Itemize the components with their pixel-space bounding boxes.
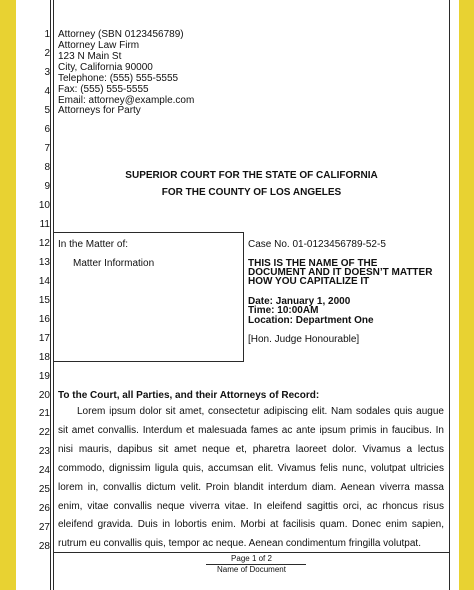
case-number: Case No. 01-0123456789-52-5 [248, 239, 386, 250]
line-number: 20 [38, 390, 50, 401]
salutation: To the Court, all Parties, and their Attorneys of Record: [58, 390, 320, 401]
matter-information: Matter Information [73, 258, 155, 269]
line-number: 23 [38, 446, 50, 457]
line-number: 4 [44, 86, 50, 97]
line-number: 16 [38, 314, 50, 325]
left-margin-rule [50, 0, 51, 590]
hearing-time: Time: 10:00AM [248, 305, 319, 316]
line-number: 7 [44, 143, 50, 154]
pleading-paper [16, 0, 459, 590]
body-paragraph: Lorem ipsum dolor sit amet, consectetur adipiscing elit. Nam sodales quis augue sit amet convallis. Interdum et malesuada fames ac ante ipsum primis in faucibus. In nisi mauris, dapibus sit amet neque et, pharetra laoreet dolor. Vivamus a lectus commodo, dignissim ligula quis, accumsan elit. Vivamus felis nunc, volutpat ultricies lorem in, convallis dictum velit. Proin blandit interdum diam. Aenean viverra massa enim, vitae convallis neque viverra vitae. In eleifend sagittis orci, ac rhoncus risus eleifend gravida. Duis in lobortis enim. Morbi at facilisis quam. Donec enim sapien, rutrum eu convallis quis, tempor ac neque. Aenean condimentum fringilla volutpat. [58, 406, 444, 550]
footer-document-name: Name of Document [217, 565, 286, 574]
line-number: 17 [38, 333, 50, 344]
footer-rule [54, 552, 449, 553]
line-number: 6 [44, 124, 50, 135]
line-number: 21 [38, 408, 50, 419]
line-number: 27 [38, 522, 50, 533]
line-number: 18 [38, 352, 50, 363]
caption-divider [243, 232, 244, 362]
line-number: 1 [44, 29, 50, 40]
line-number: 2 [44, 48, 50, 59]
line-number: 12 [38, 238, 50, 249]
email: Email: attorney@example.com [58, 95, 195, 106]
document-title-line: HOW YOU CAPITALIZE IT [248, 276, 370, 287]
line-number: 10 [38, 200, 50, 211]
caption-top-rule [54, 232, 243, 233]
law-firm: Attorney Law Firm [58, 40, 140, 51]
line-number: 3 [44, 67, 50, 78]
court-title: SUPERIOR COURT FOR THE STATE OF CALIFORNIA [125, 170, 378, 181]
line-number: 8 [44, 162, 50, 173]
page-number: Page 1 of 2 [231, 554, 272, 563]
line-number: 15 [38, 295, 50, 306]
in-matter-of: In the Matter of: [58, 239, 129, 250]
line-number: 19 [38, 371, 50, 382]
caption-bottom-rule [54, 361, 243, 362]
right-margin-rule [449, 0, 450, 590]
street-address: 123 N Main St [58, 51, 122, 62]
hearing-date: Date: January 1, 2000 [248, 296, 351, 307]
court-county: FOR THE COUNTY OF LOS ANGELES [161, 187, 342, 198]
attorneys-for: Attorneys for Party [58, 105, 141, 116]
telephone: Telephone: (555) 555-5555 [58, 73, 179, 84]
judge-name: [Hon. Judge Honourable] [248, 334, 360, 345]
line-number: 11 [39, 219, 50, 230]
document-title-line: DOCUMENT AND IT DOESN’T MATTER [248, 267, 433, 278]
document-title-line: THIS IS THE NAME OF THE [248, 258, 378, 269]
fax: Fax: (555) 555-5555 [58, 84, 149, 95]
hearing-location: Location: Department One [248, 315, 374, 326]
line-number: 9 [44, 181, 50, 192]
line-number: 13 [38, 257, 50, 268]
line-number: 24 [38, 465, 50, 476]
line-number: 14 [38, 276, 50, 287]
line-number: 28 [38, 541, 50, 552]
line-number: 22 [38, 427, 50, 438]
city-state-zip: City, California 90000 [58, 62, 153, 73]
left-margin-rule-inner [53, 0, 54, 590]
attorney-name: Attorney (SBN 0123456789) [58, 29, 184, 40]
line-number: 26 [38, 503, 50, 514]
line-number: 25 [38, 484, 50, 495]
line-number: 5 [44, 105, 50, 116]
